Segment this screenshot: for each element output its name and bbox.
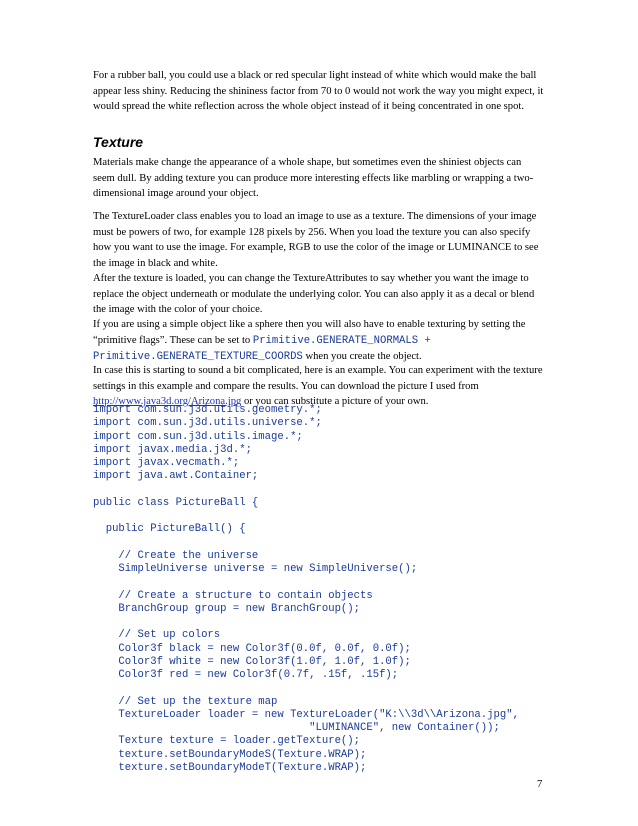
section-heading: Texture bbox=[93, 134, 144, 150]
primitive-flags-text: If you are using a simple object like a sphere then you will also have to enable texturing by setting the “primitive flags”. These can be set to bbox=[93, 319, 526, 346]
primitive-flags-text-end: when you create the object. bbox=[302, 351, 422, 363]
paragraph-textureattributes: After the texture is loaded, you can change the TextureAttributes to say whether you want the image to replace the object underneath or modulate the underlying color. You can also apply it as a decal or blend the image with the color of your choice. bbox=[93, 273, 535, 316]
primitive-flags-code: Primitive.GENERATE_NORMALS + Primitive.GENERATE_TEXTURE_COORDS bbox=[93, 334, 431, 364]
paragraph-textureloader: The TextureLoader class enables you to load an image to use as a texture. The dimensions of your image must be powers of two, for example 128 pixels by 256. When you load the texture you can also specify how you want to use the image. For example, RGB to use the color of the image or LUMINANCE to see the image in black and white. bbox=[93, 211, 539, 269]
paragraph-materials: Materials make change the appearance of a whole shape, but sometimes even the shiniest objects can seem dull. By adding texture you can produce more interesting effects like marbling or wrapping a two-dimensional image around your object. bbox=[93, 157, 534, 200]
example-text: In case this is starting to sound a bit complicated, here is an example. You can experiment with the texture settings in this example and compare the results. You can download the picture I used from bbox=[93, 365, 543, 392]
example-text-end: or you can substitute a picture of your own. bbox=[241, 396, 429, 408]
page-number: 7 bbox=[537, 779, 543, 790]
paragraph-example bbox=[93, 363, 545, 410]
intro-paragraph: For a rubber ball, you could use a black or red specular light instead of white which would make the ball appear less shiny. Reducing the shininess factor from 70 to 0 would not work the way you might expect, it would spread the white reflection across the whole object instead of it being concentrated in one spot. bbox=[93, 70, 544, 113]
arizona-image-link[interactable]: http://www.java3d.org/Arizona.jpg bbox=[93, 396, 242, 408]
code-listing: import com.sun.j3d.utils.geometry.*; import com.sun.j3d.utils.universe.*; import com.sun.j3d.utils.image.*; import javax.media.j3d.*; import javax.vecmath.*; import java.awt.Container; public class PictureBall { public PictureBall() { // Create the universe SimpleUniverse universe = new SimpleUniverse(); // Create a structure to contain objects BranchGroup group = new BranchGroup(); // Set up colors Color3f black = new Color3f(0.0f, 0.0f, 0.0f); Color3f white = new Color3f(1.0f, 1.0f, 1.0f); Color3f red = new Color3f(0.7f, .15f, .15f); // Set up the texture map TextureLoader loader = new TextureLoader("K:\\3d\\Arizona.jpg", "LUMINANCE", new Container()); Texture texture = loader.getTexture(); texture.setBoundaryModeS(Texture.WRAP); texture.setBoundaryModeT(Texture.WRAP); bbox=[93, 404, 519, 774]
paragraph-primitive-flags bbox=[93, 317, 545, 366]
